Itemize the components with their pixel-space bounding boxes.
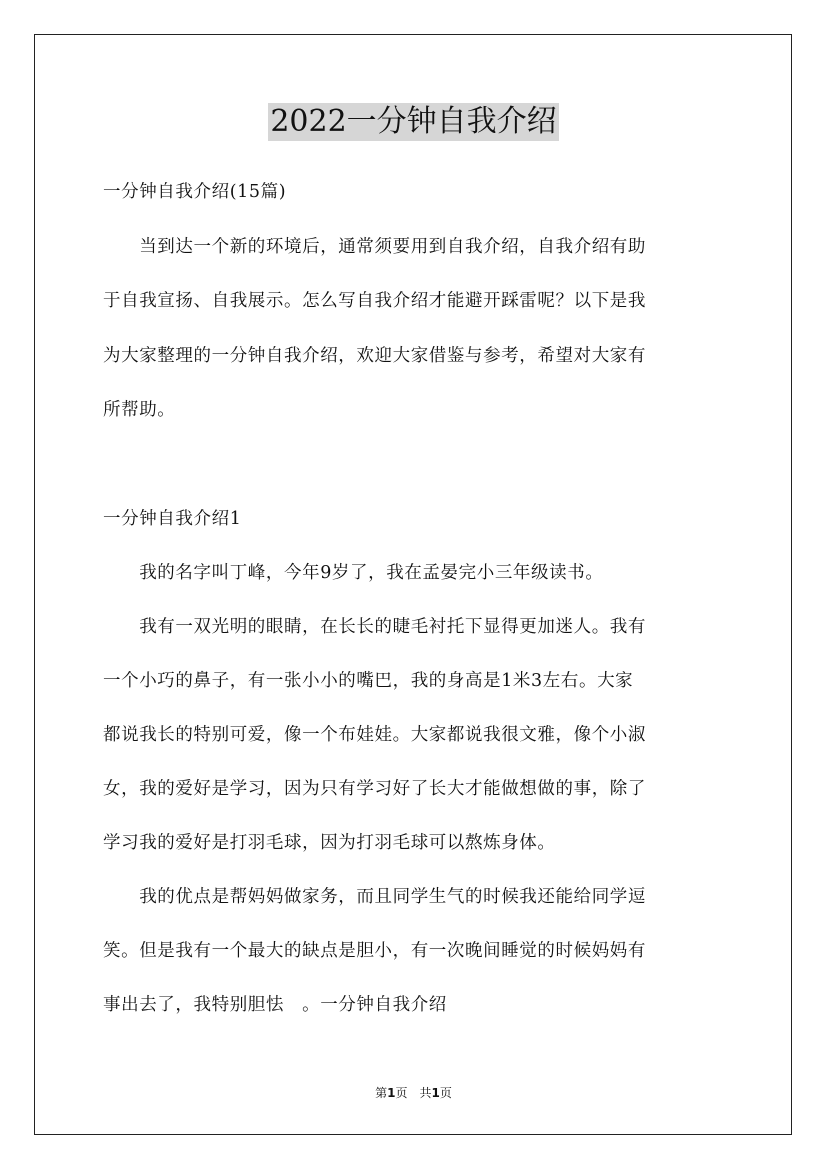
document-subtitle: 一分钟自我介绍(15篇) <box>103 182 287 202</box>
page-footer <box>0 1084 827 1101</box>
body-line: 我的名字叫丁峰，今年9岁了，我在孟晏完小三年级读书。 <box>103 563 604 583</box>
intro-line: 当到达一个新的环境后，通常须要用到自我介绍，自我介绍有助 <box>103 237 646 257</box>
body-line: 女，我的爱好是学习，因为只有学习好了长大才能做想做的事，除了 <box>103 779 646 799</box>
footer-page-number: 1 <box>387 1086 396 1100</box>
body-line: 我的优点是帮妈妈做家务，而且同学生气的时候我还能给同学逗 <box>103 887 646 907</box>
body-line: 都说我长的特别可爱，像一个布娃娃。大家都说我很文雅，像个小淑 <box>103 725 646 745</box>
body-line: 笑。但是我有一个最大的缺点是胆小，有一次晚间睡觉的时候妈妈有 <box>103 941 646 961</box>
footer-total-pages: 1 <box>431 1086 440 1100</box>
footer-prefix: 第 <box>375 1086 388 1100</box>
intro-line: 于自我宣扬、自我展示。怎么写自我介绍才能避开踩雷呢？以下是我 <box>103 291 646 311</box>
intro-line: 所帮助。 <box>103 400 176 420</box>
intro-line: 为大家整理的一分钟自我介绍，欢迎大家借鉴与参考，希望对大家有 <box>103 346 646 366</box>
footer-suffix: 页 <box>439 1086 452 1100</box>
document-title: 2022一分钟自我介绍 <box>270 104 557 139</box>
body-line: 我有一双光明的眼睛，在长长的睫毛衬托下显得更加迷人。我有 <box>103 617 646 637</box>
body-line: 事出去了，我特别胆怯 。一分钟自我介绍 <box>103 995 447 1015</box>
title-container <box>0 103 827 141</box>
body-line: 一个小巧的鼻子，有一张小小的嘴巴，我的身高是1米3左右。大家 <box>103 671 634 691</box>
footer-mid: 页 共 <box>395 1086 432 1100</box>
section-heading: 一分钟自我介绍1 <box>103 509 242 529</box>
body-line: 学习我的爱好是打羽毛球，因为打羽毛球可以熬炼身体。 <box>103 833 556 853</box>
